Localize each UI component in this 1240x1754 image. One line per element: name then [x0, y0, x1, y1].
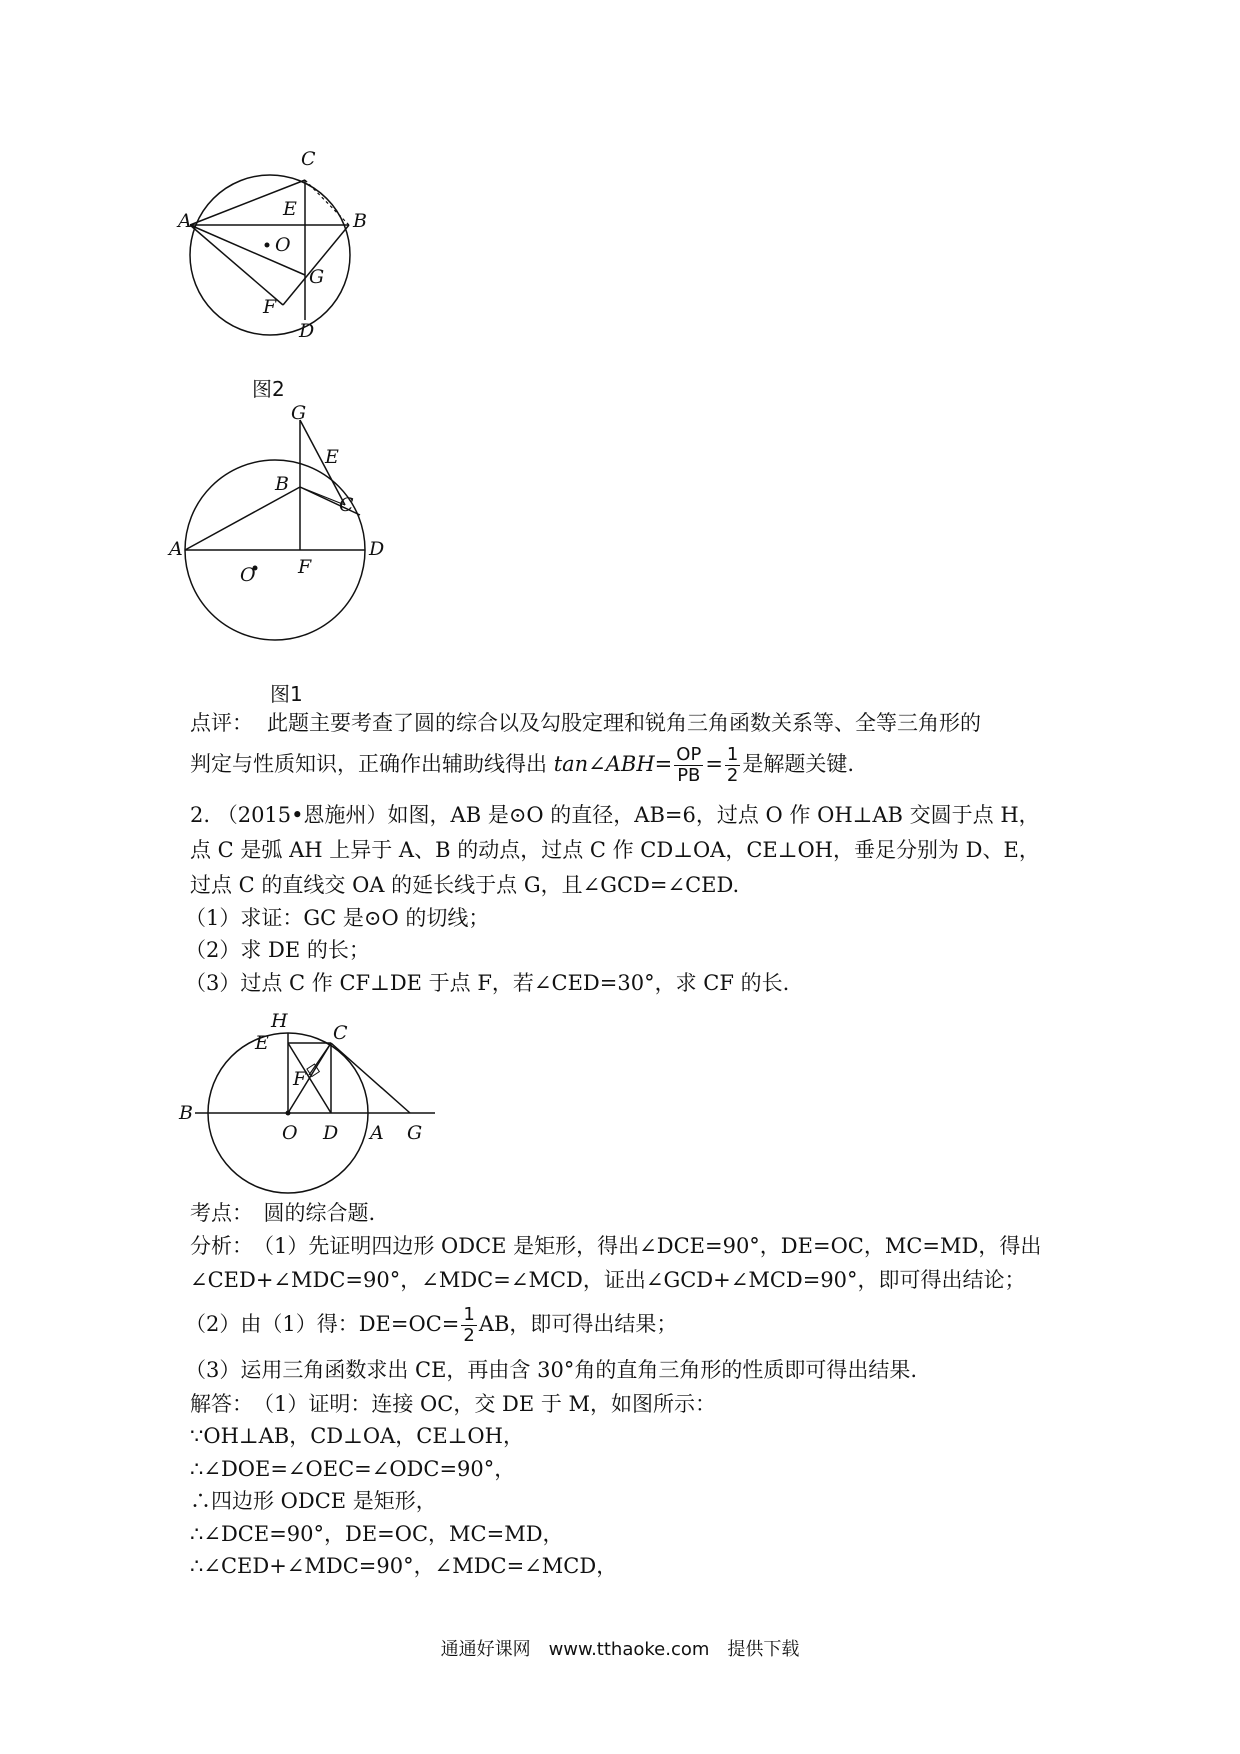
fig1-point-F: F: [298, 556, 312, 578]
analysis-text-3b: AB，即可得出结果；: [478, 1312, 678, 1336]
figure-2-diagram: [178, 148, 415, 365]
analysis-line-3: [185, 1305, 677, 1346]
fraction-denominator: 2: [463, 1325, 475, 1346]
problem-line-3: 过点 C 的直线交 OA 的延长线于点 G，且∠GCD=∠CED.: [190, 873, 740, 897]
figure-1-caption: 图1: [270, 682, 303, 706]
page-footer: 通通好课网 www.tthaoke.com 提供下载: [440, 1639, 800, 1660]
fraction-numerator: OP: [676, 744, 702, 765]
review-line-1: [190, 708, 981, 738]
fraction-denominator: 2: [726, 765, 739, 786]
figure-2-caption: 图2: [252, 377, 285, 401]
fig3-point-E: E: [255, 1032, 269, 1054]
fig1-point-A: A: [169, 538, 183, 560]
fig3-point-F: F: [293, 1068, 307, 1090]
solution-line-4: ∴∠DCE=90°，DE=OC，MC=MD，: [190, 1522, 564, 1546]
solution-line-5: ∴∠CED+∠MDC=90°，∠MDC=∠MCD，: [190, 1554, 618, 1578]
fig3-point-A: A: [370, 1122, 384, 1144]
fraction-numerator: 1: [463, 1304, 475, 1325]
fig1-point-E: E: [325, 446, 339, 468]
solution-line-1: ∵OH⊥AB，CD⊥OA，CE⊥OH，: [190, 1424, 524, 1448]
fig3-point-G: G: [407, 1122, 423, 1144]
fig1-point-G: G: [291, 402, 307, 424]
fig1-point-O: O: [240, 564, 256, 586]
review-text-2: 判定与性质知识，正确作出辅助线得出: [190, 752, 554, 776]
key-point-line: 考点： 圆的综合题.: [190, 1201, 376, 1225]
fig2-point-B: B: [353, 210, 367, 232]
analysis-text-3: （2）由（1）得：DE=OC=: [185, 1312, 460, 1336]
fraction-op-pb: [674, 745, 703, 786]
fig2-point-C: C: [301, 148, 316, 170]
fig3-point-C: C: [333, 1022, 348, 1044]
review-text-3: 是解题关键.: [742, 752, 855, 776]
fig2-point-O: O: [275, 234, 291, 256]
question-2: （2）求 DE 的长；: [185, 938, 370, 962]
fraction-denominator: PB: [677, 765, 701, 786]
review-line-2: [190, 745, 854, 786]
fig3-point-D: D: [323, 1122, 339, 1144]
review-label: 点评：: [190, 711, 253, 735]
question-1: （1）求证：GC 是⊙O 的切线；: [185, 906, 490, 930]
analysis-line-4: （3）运用三角函数求出 CE，再由含 30°角的直角三角形的性质即可得出结果.: [185, 1358, 918, 1382]
fig2-point-F: F: [263, 296, 277, 318]
equals-sign: =: [705, 752, 723, 776]
fraction-numerator: 1: [726, 744, 739, 765]
figure-problem-2-diagram: [179, 1005, 445, 1195]
review-text-1: 此题主要考查了圆的综合以及勾股定理和锐角三角函数关系等、全等三角形的: [267, 711, 981, 735]
analysis-line-1: 分析： （1）先证明四边形 ODCE 是矩形，得出∠DCE=90°，DE=OC，MC=MD，得出: [190, 1234, 1042, 1258]
fraction-one-half: [461, 1305, 476, 1346]
fig3-point-B: B: [179, 1102, 193, 1124]
review-expression: tan∠ABH=: [553, 752, 673, 776]
fig3-point-H: H: [271, 1010, 288, 1032]
question-3: （3）过点 C 作 CF⊥DE 于点 F，若∠CED=30°，求 CF 的长.: [185, 971, 790, 995]
fig1-point-D: D: [369, 538, 385, 560]
solution-line-3: ∴四边形 ODCE 是矩形，: [190, 1489, 437, 1513]
fig2-point-G: G: [309, 266, 325, 288]
analysis-line-2: ∠CED+∠MDC=90°，∠MDC=∠MCD，证出∠GCD+∠MCD=90°，即可得出结论；: [190, 1268, 1026, 1292]
fig3-point-O: O: [282, 1122, 298, 1144]
solution-line-2: ∴∠DOE=∠OEC=∠ODC=90°，: [190, 1457, 516, 1481]
fig1-point-B: B: [275, 473, 289, 495]
fig2-point-A: A: [178, 210, 192, 232]
solution-line-0: 解答： （1）证明：连接 OC，交 DE 于 M，如图所示：: [190, 1392, 717, 1416]
problem-line-1: 2. （2015•恩施州）如图，AB 是⊙O 的直径，AB=6，过点 O 作 OH⊥AB 交圆于点 H，: [190, 803, 1040, 827]
fig2-point-D: D: [299, 320, 315, 342]
figure-1-diagram: [169, 402, 405, 670]
problem-line-2: 点 C 是弧 AH 上异于 A、B 的动点，过点 C 作 CD⊥OA，CE⊥OH，垂足分别为 D、E，: [190, 838, 1040, 862]
fraction-one-half: [725, 745, 740, 786]
fig1-point-C: C: [339, 494, 354, 516]
fig2-point-E: E: [283, 198, 297, 220]
